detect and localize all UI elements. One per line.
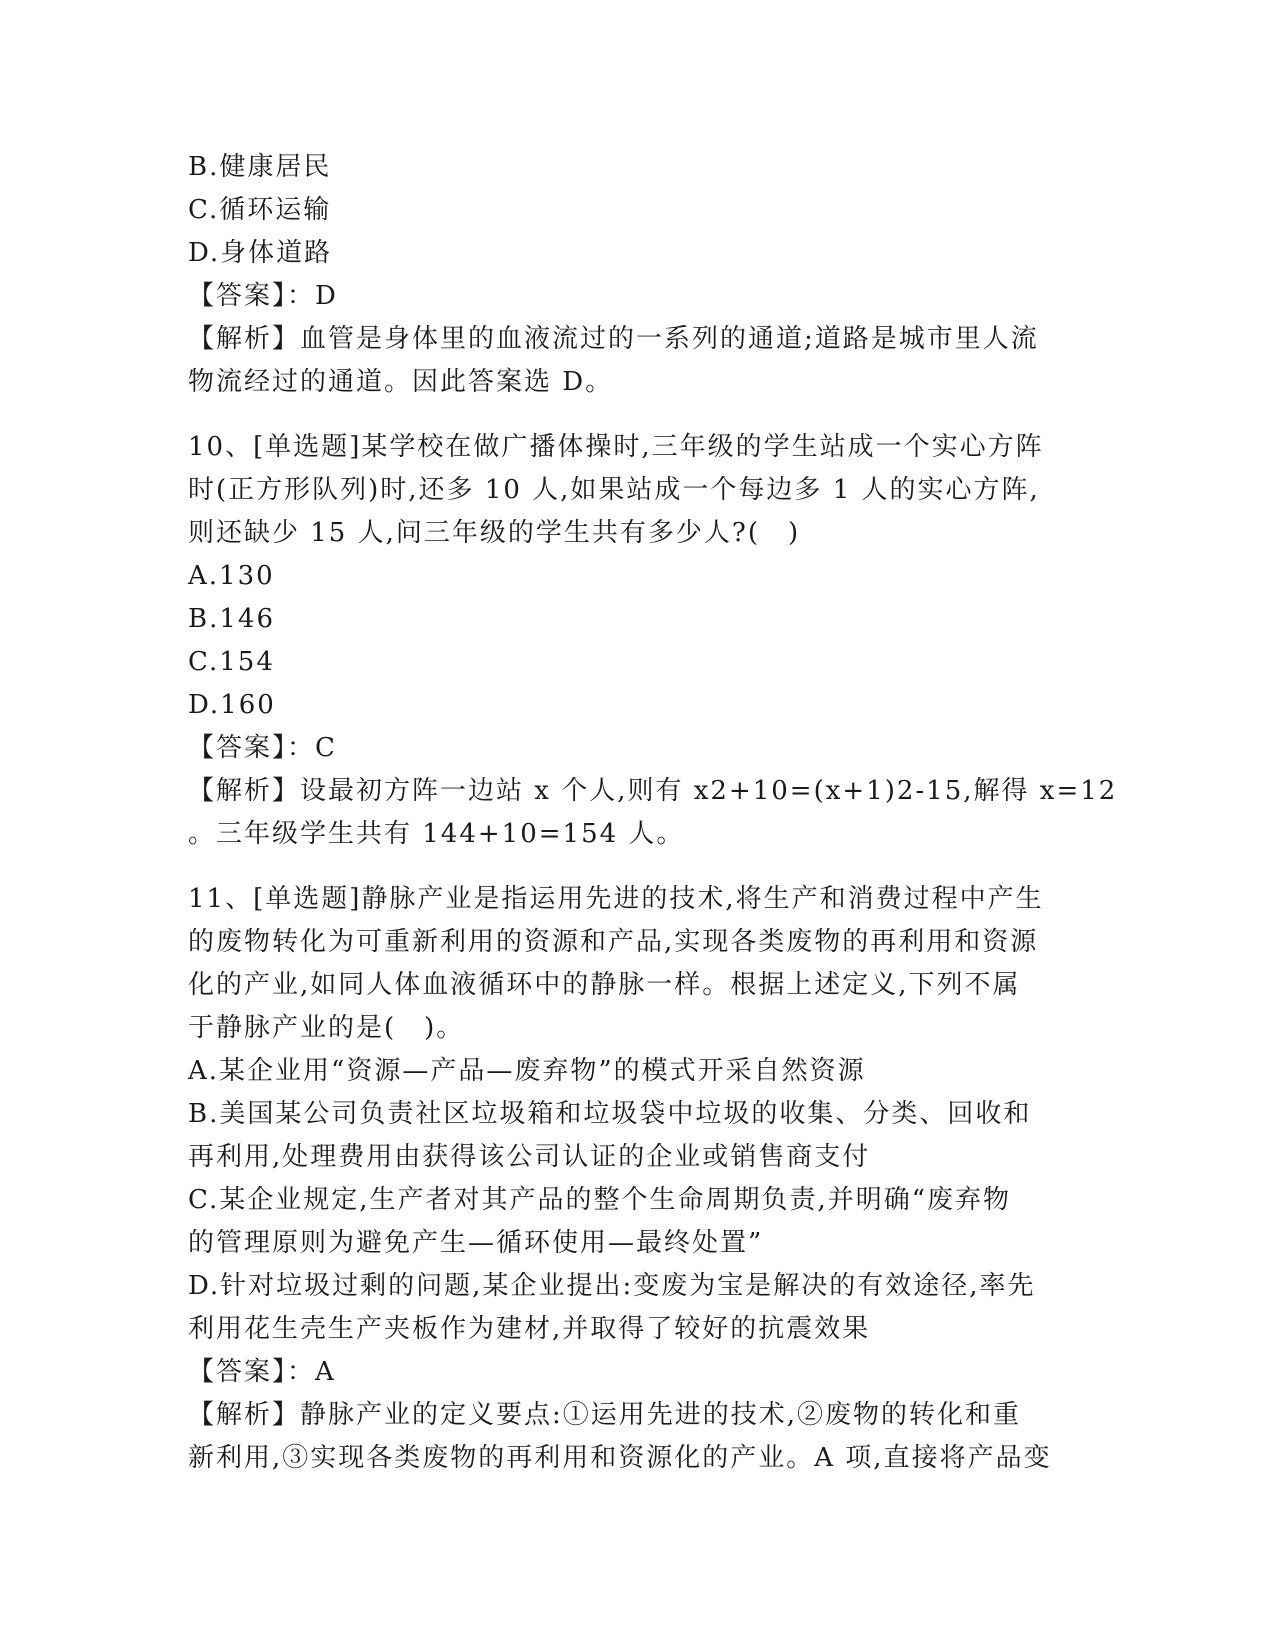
analysis-line: 【解析】静脉产业的定义要点:①运用先进的技术,②废物的转化和重 (188, 1400, 1022, 1430)
option-c-continued: 的管理原则为避免产生—循环使用—最终处置” (188, 1228, 764, 1258)
option-b: B.健康居民 (188, 152, 332, 182)
spacer (188, 404, 1088, 426)
option-c: C.循环运输 (188, 195, 332, 225)
analysis-line: 【解析】血管是身体里的血液流过的一系列的通道;道路是城市里人流 (188, 324, 1039, 354)
question-stem: 时(正方形队列)时,还多 10 人,如果站成一个每边多 1 人的实心方阵, (188, 475, 1040, 505)
question-stem: 化的产业,如同人体血液循环中的静脉一样。根据上述定义,下列不属 (188, 970, 1021, 1000)
question-stem: 10、[单选题]某学校在做广播体操时,三年级的学生站成一个实心方阵 (188, 432, 1044, 462)
option-b-continued: 再利用,处理费用由获得该公司认证的企业或销售商支付 (188, 1142, 871, 1172)
option-d: D.身体道路 (188, 238, 333, 268)
analysis-line: 新利用,③实现各类废物的再利用和资源化的产业。A 项,直接将产品变 (188, 1443, 1052, 1473)
answer-line: 【答案】：A (188, 1357, 336, 1387)
question-11-block (188, 878, 1088, 1480)
option-b: B.美国某公司负责社区垃圾箱和垃圾袋中垃圾的收集、分类、回收和 (188, 1099, 1032, 1129)
option-d-continued: 利用花生壳生产夹板作为建材,并取得了较好的抗震效果 (188, 1314, 871, 1344)
question-stem: 则还缺少 15 人,问三年级的学生共有多少人?( ) (188, 518, 801, 548)
analysis-line: 【解析】设最初方阵一边站 x 个人,则有 x2+10=(x+1)2-15,解得 x=12 (188, 776, 1118, 806)
option-c: C.某企业规定,生产者对其产品的整个生命周期负责,并明确“废弃物 (188, 1185, 1012, 1215)
answer-line: 【答案】：C (188, 733, 337, 763)
option-d: D.160 (188, 690, 276, 720)
question-stem: 于静脉产业的是( )。 (188, 1013, 465, 1043)
option-d: D.针对垃圾过剩的问题,某企业提出:变废为宝是解决的有效途径,率先 (188, 1271, 1036, 1301)
option-c: C.154 (188, 647, 275, 677)
spacer (188, 856, 1088, 878)
analysis-line: 物流经过的通道。因此答案选 D。 (188, 367, 614, 397)
option-b: B.146 (188, 604, 275, 634)
option-a: A.130 (188, 561, 275, 591)
answer-line: 【答案】：D (188, 281, 338, 311)
question-10-block (188, 426, 1118, 856)
document-page (188, 146, 1118, 1480)
analysis-line: 。三年级学生共有 144+10=154 人。 (188, 819, 685, 849)
question-stem: 的废物转化为可重新利用的资源和产品,实现各类废物的再利用和资源 (188, 927, 1039, 957)
question-stem: 11、[单选题]静脉产业是指运用先进的技术,将生产和消费过程中产生 (188, 884, 1044, 914)
option-a: A.某企业用“资源—产品—废弃物”的模式开采自然资源 (188, 1056, 866, 1086)
question-9-block (188, 146, 1088, 404)
